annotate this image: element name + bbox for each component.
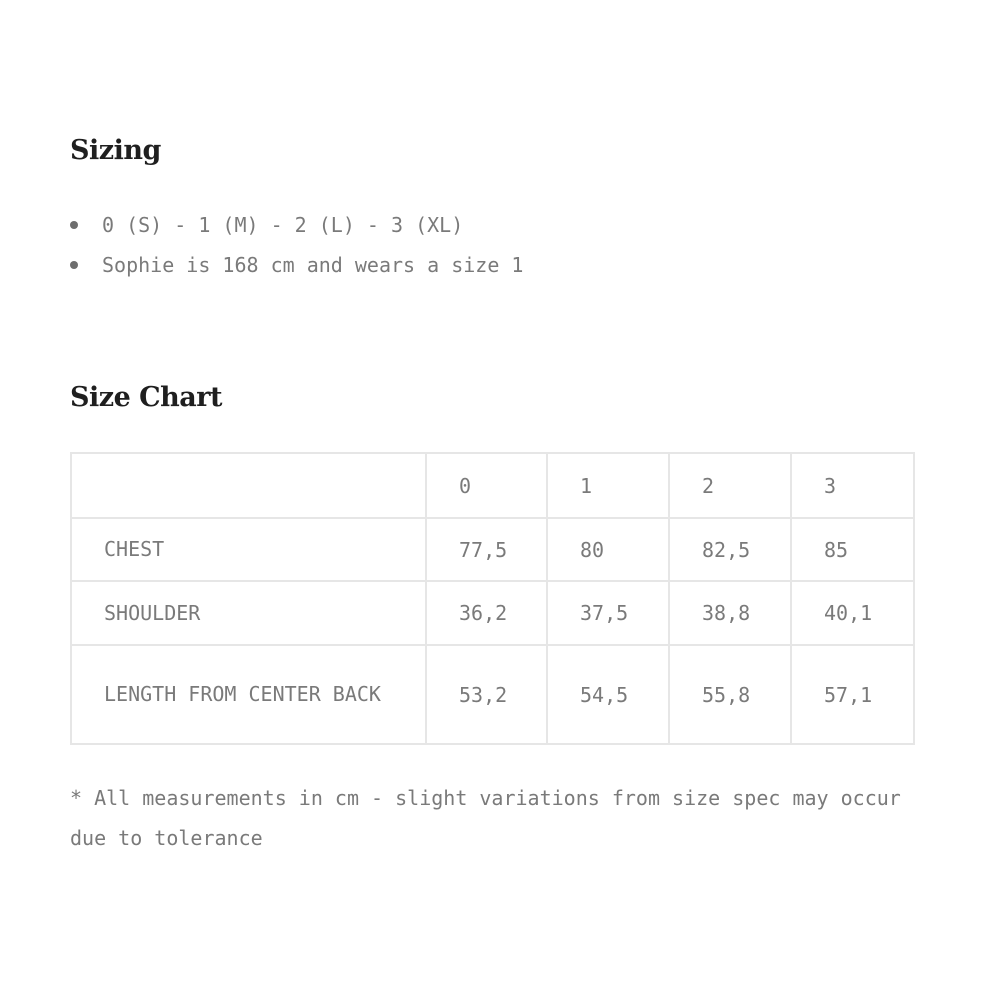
table-cell: 36,2 [426,581,547,645]
table-cell: 77,5 [426,518,547,581]
list-item [70,206,523,246]
size-chart-heading: Size Chart [70,382,222,413]
size-chart-table [70,452,915,745]
bullet-icon [70,221,78,229]
header-cell-size-2: 2 [669,453,791,518]
table-row [71,581,914,645]
table-header-row [71,453,914,518]
row-label-shoulder: SHOULDER [71,581,426,645]
table-row [71,518,914,581]
table-cell: 37,5 [547,581,669,645]
table-cell: 57,1 [791,645,914,744]
row-label-chest: CHEST [71,518,426,581]
header-cell-size-3: 3 [791,453,914,518]
header-cell-empty [71,453,426,518]
table-cell: 40,1 [791,581,914,645]
table-cell: 55,8 [669,645,791,744]
table-cell: 82,5 [669,518,791,581]
table-cell: 38,8 [669,581,791,645]
sizing-list [70,206,523,286]
bullet-icon [70,261,78,269]
model-info-text: Sophie is 168 cm and wears a size 1 [102,253,524,277]
table-cell: 53,2 [426,645,547,744]
row-label-length: LENGTH FROM CENTER BACK [71,645,426,744]
size-range-text: 0 (S) - 1 (M) - 2 (L) - 3 (XL) [102,213,464,237]
header-cell-size-1: 1 [547,453,669,518]
table-row [71,645,914,744]
table-cell: 54,5 [547,645,669,744]
header-cell-size-0: 0 [426,453,547,518]
table-cell: 80 [547,518,669,581]
measurement-footnote: * All measurements in cm - slight variations from size spec may occur due to tolerance [70,786,901,850]
table-cell: 85 [791,518,914,581]
list-item [70,246,523,286]
sizing-heading: Sizing [70,135,161,166]
